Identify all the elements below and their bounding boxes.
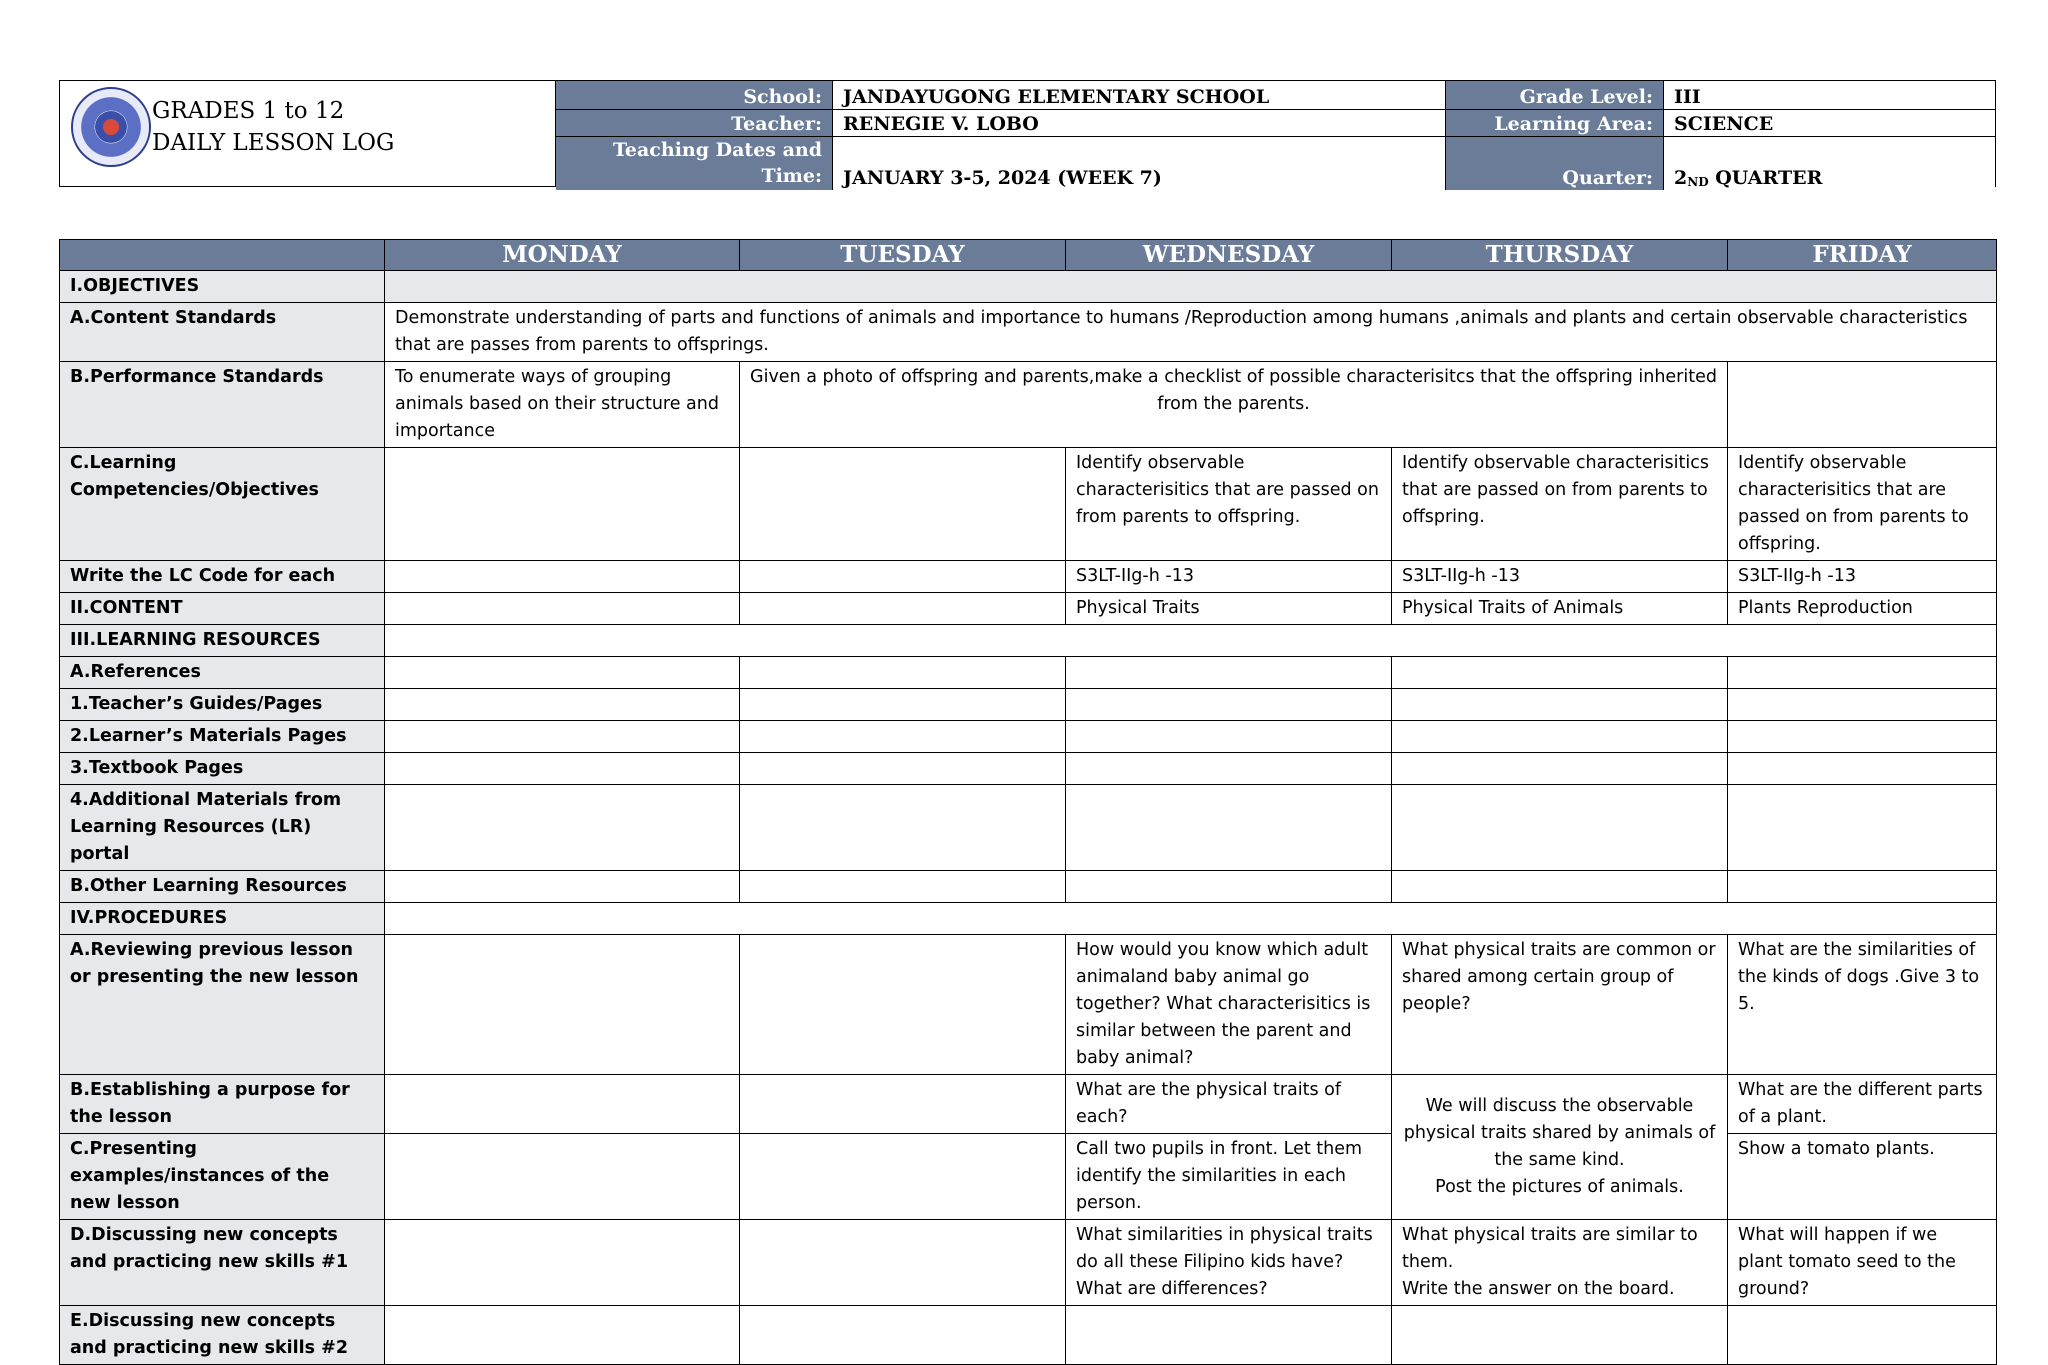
empty-cell	[385, 753, 740, 785]
teaching-dates-label	[556, 137, 833, 190]
school-label: School:	[556, 81, 833, 110]
empty-cell	[1728, 1306, 1997, 1365]
empty-cell	[1066, 721, 1392, 753]
empty-cell	[740, 1306, 1066, 1365]
day-thursday: THURSDAY	[1392, 240, 1728, 271]
quarter-value	[1664, 137, 1995, 190]
empty-cell	[385, 785, 740, 871]
row-label-reviewing: A.Reviewing previous lesson or presenting the new lesson	[60, 935, 385, 1075]
discussing1-thursday-line-1: What physical traits are similar to them.	[1402, 1225, 1698, 1272]
thursday-post-text: Post the pictures of animals.	[1435, 1177, 1684, 1197]
table-row	[60, 271, 1997, 303]
empty-cell	[385, 561, 740, 593]
competencies-thursday: Identify observable characterisitics that are passed on from parents to offspring.	[1392, 448, 1728, 561]
empty-span-cell	[385, 625, 1997, 657]
discussing1-wednesday: What similarities in physical traits do all these Filipino kids have? What are differences?	[1066, 1220, 1392, 1306]
empty-cell	[740, 1134, 1066, 1220]
content-friday: Plants Reproduction	[1728, 593, 1997, 625]
corner-cell	[60, 240, 385, 271]
title-line-1: GRADES 1 to 12	[152, 98, 345, 124]
table-row	[60, 903, 1997, 935]
learning-area-value: SCIENCE	[1664, 110, 1995, 137]
row-label-content: II.CONTENT	[60, 593, 385, 625]
empty-cell	[385, 1075, 740, 1134]
empty-cell	[385, 871, 740, 903]
table-row	[60, 657, 1997, 689]
empty-cell	[385, 657, 740, 689]
day-friday: FRIDAY	[1728, 240, 1997, 271]
empty-cell	[740, 871, 1066, 903]
content-thursday: Physical Traits of Animals	[1392, 593, 1728, 625]
empty-cell	[385, 721, 740, 753]
teacher-value: RENEGIE V. LOBO	[833, 110, 1446, 137]
table-row	[60, 935, 1997, 1075]
table-row	[60, 753, 1997, 785]
row-label-procedures: IV.PROCEDURES	[60, 903, 385, 935]
content-wednesday: Physical Traits	[1066, 593, 1392, 625]
lesson-log-header	[59, 80, 1996, 187]
row-label-lc-code: Write the LC Code for each	[60, 561, 385, 593]
table-row	[60, 1220, 1997, 1306]
empty-cell	[740, 657, 1066, 689]
day-monday: MONDAY	[385, 240, 740, 271]
empty-cell	[385, 935, 740, 1075]
row-label-discussing-1: D.Discussing new concepts and practicing new skills #1	[60, 1220, 385, 1306]
quarter-label: Quarter:	[1446, 137, 1664, 190]
table-row	[60, 785, 1997, 871]
empty-cell	[1392, 721, 1728, 753]
quarter-word: QUARTER	[1708, 167, 1823, 189]
empty-cell	[740, 1220, 1066, 1306]
teaching-dates-label-line-2: Time:	[761, 165, 822, 187]
empty-cell	[385, 689, 740, 721]
empty-cell	[1728, 871, 1997, 903]
row-label-performance-standards: B.Performance Standards	[60, 362, 385, 448]
empty-cell	[1392, 1306, 1728, 1365]
row-label-objectives: I.OBJECTIVES	[60, 271, 385, 303]
lc-code-wednesday: S3LT-IIg-h -13	[1066, 561, 1392, 593]
teaching-dates-label-line-1: Teaching Dates and	[612, 139, 822, 161]
empty-cell	[1728, 721, 1997, 753]
empty-cell	[740, 935, 1066, 1075]
table-row	[60, 561, 1997, 593]
performance-span: Given a photo of offspring and parents,make a checklist of possible characterisitcs that the offspring inherited from the parents.	[740, 362, 1728, 448]
empty-span-cell	[385, 903, 1997, 935]
teacher-label: Teacher:	[556, 110, 833, 137]
content-standards-text: Demonstrate understanding of parts and functions of animals and importance to humans /Reproduction among humans ,animals and plants and certain observable characteristics that are passes from parents to offsprings.	[385, 303, 1997, 362]
learning-area-label: Learning Area:	[1446, 110, 1664, 137]
empty-cell	[740, 785, 1066, 871]
reviewing-wednesday: How would you know which adult animaland baby animal go together? What characterisitics is similar between the parent and baby animal?	[1066, 935, 1392, 1075]
table-row	[60, 1306, 1997, 1365]
row-label-purpose: B.Establishing a purpose for the lesson	[60, 1075, 385, 1134]
competencies-friday: Identify observable characterisitics that are passed on from parents to offspring.	[1728, 448, 1997, 561]
empty-cell	[385, 1220, 740, 1306]
day-wednesday: WEDNESDAY	[1066, 240, 1392, 271]
empty-cell	[740, 689, 1066, 721]
empty-cell	[1728, 785, 1997, 871]
presenting-wednesday: Call two pupils in front. Let them identify the similarities in each person.	[1066, 1134, 1392, 1220]
empty-cell	[740, 593, 1066, 625]
lc-code-friday: S3LT-IIg-h -13	[1728, 561, 1997, 593]
empty-cell	[385, 1306, 740, 1365]
table-row	[60, 448, 1997, 561]
empty-cell	[740, 1075, 1066, 1134]
empty-cell	[1066, 753, 1392, 785]
reviewing-thursday: What physical traits are common or shared among certain group of people?	[1392, 935, 1728, 1075]
discussing1-thursday-line-2: Write the answer on the board.	[1402, 1279, 1675, 1299]
empty-cell	[1066, 689, 1392, 721]
title-line-2: DAILY LESSON LOG	[152, 130, 395, 156]
quarter-number: 2	[1674, 167, 1688, 189]
table-row	[60, 689, 1997, 721]
empty-cell	[385, 1134, 740, 1220]
reviewing-friday: What are the similarities of the kinds of dogs .Give 3 to 5.	[1728, 935, 1997, 1075]
empty-cell	[1392, 753, 1728, 785]
table-row	[60, 871, 1997, 903]
header-title-block	[60, 81, 556, 186]
table-row	[60, 1075, 1997, 1134]
row-label-learning-resources: III.LEARNING RESOURCES	[60, 625, 385, 657]
row-label-competencies: C.Learning Competencies/Objectives	[60, 448, 385, 561]
row-label-presenting: C.Presenting examples/instances of the new lesson	[60, 1134, 385, 1220]
table-row	[60, 721, 1997, 753]
empty-cell	[1392, 657, 1728, 689]
empty-cell	[740, 561, 1066, 593]
row-label-additional-materials: 4.Additional Materials from Learning Resources (LR) portal	[60, 785, 385, 871]
purpose-presenting-thursday	[1392, 1075, 1728, 1220]
row-label-references: A.References	[60, 657, 385, 689]
row-label-textbook: 3.Textbook Pages	[60, 753, 385, 785]
empty-cell	[1728, 362, 1997, 448]
grade-level-label: Grade Level:	[1446, 81, 1664, 110]
table-row	[60, 593, 1997, 625]
table-row	[60, 625, 1997, 657]
teaching-dates-value: JANUARY 3-5, 2024 (WEEK 7)	[833, 137, 1446, 190]
empty-cell	[1392, 689, 1728, 721]
lc-code-thursday: S3LT-IIg-h -13	[1392, 561, 1728, 593]
empty-cell	[1066, 785, 1392, 871]
empty-cell	[1392, 785, 1728, 871]
presenting-friday: Show a tomato plants.	[1728, 1134, 1997, 1220]
header-info-grid	[556, 81, 1995, 189]
section-fill	[385, 271, 1997, 303]
day-header-row	[60, 240, 1997, 271]
empty-cell	[1392, 871, 1728, 903]
daily-lesson-table	[59, 239, 1997, 1365]
discussing1-friday: What will happen if we plant tomato seed to the ground?	[1728, 1220, 1997, 1306]
empty-cell	[1066, 1306, 1392, 1365]
thursday-discuss-text: We will discuss the observable physical traits shared by animals of the same kind.	[1403, 1096, 1716, 1170]
empty-cell	[740, 721, 1066, 753]
row-label-learners-materials: 2.Learner’s Materials Pages	[60, 721, 385, 753]
discussing1-thursday	[1392, 1220, 1728, 1306]
empty-cell	[740, 448, 1066, 561]
row-label-discussing-2: E.Discussing new concepts and practicing new skills #2	[60, 1306, 385, 1365]
empty-cell	[385, 593, 740, 625]
school-value: JANDAYUGONG ELEMENTARY SCHOOL	[833, 81, 1446, 110]
empty-cell	[1066, 657, 1392, 689]
empty-cell	[740, 753, 1066, 785]
day-tuesday: TUESDAY	[740, 240, 1066, 271]
empty-cell	[1066, 871, 1392, 903]
deped-seal-icon	[71, 87, 151, 167]
document-title	[152, 95, 394, 159]
purpose-wednesday: What are the physical traits of each?	[1066, 1075, 1392, 1134]
row-label-other-resources: B.Other Learning Resources	[60, 871, 385, 903]
empty-cell	[1728, 689, 1997, 721]
table-row	[60, 303, 1997, 362]
performance-monday: To enumerate ways of grouping animals based on their structure and importance	[385, 362, 740, 448]
grade-level-value: III	[1664, 81, 1995, 110]
quarter-ordinal: ND	[1687, 175, 1709, 189]
empty-cell	[1728, 657, 1997, 689]
empty-cell	[385, 448, 740, 561]
competencies-wednesday: Identify observable characterisitics that are passed on from parents to offspring.	[1066, 448, 1392, 561]
row-label-teachers-guides: 1.Teacher’s Guides/Pages	[60, 689, 385, 721]
table-row	[60, 362, 1997, 448]
purpose-friday: What are the different parts of a plant.	[1728, 1075, 1997, 1134]
row-label-content-standards: A.Content Standards	[60, 303, 385, 362]
empty-cell	[1728, 753, 1997, 785]
